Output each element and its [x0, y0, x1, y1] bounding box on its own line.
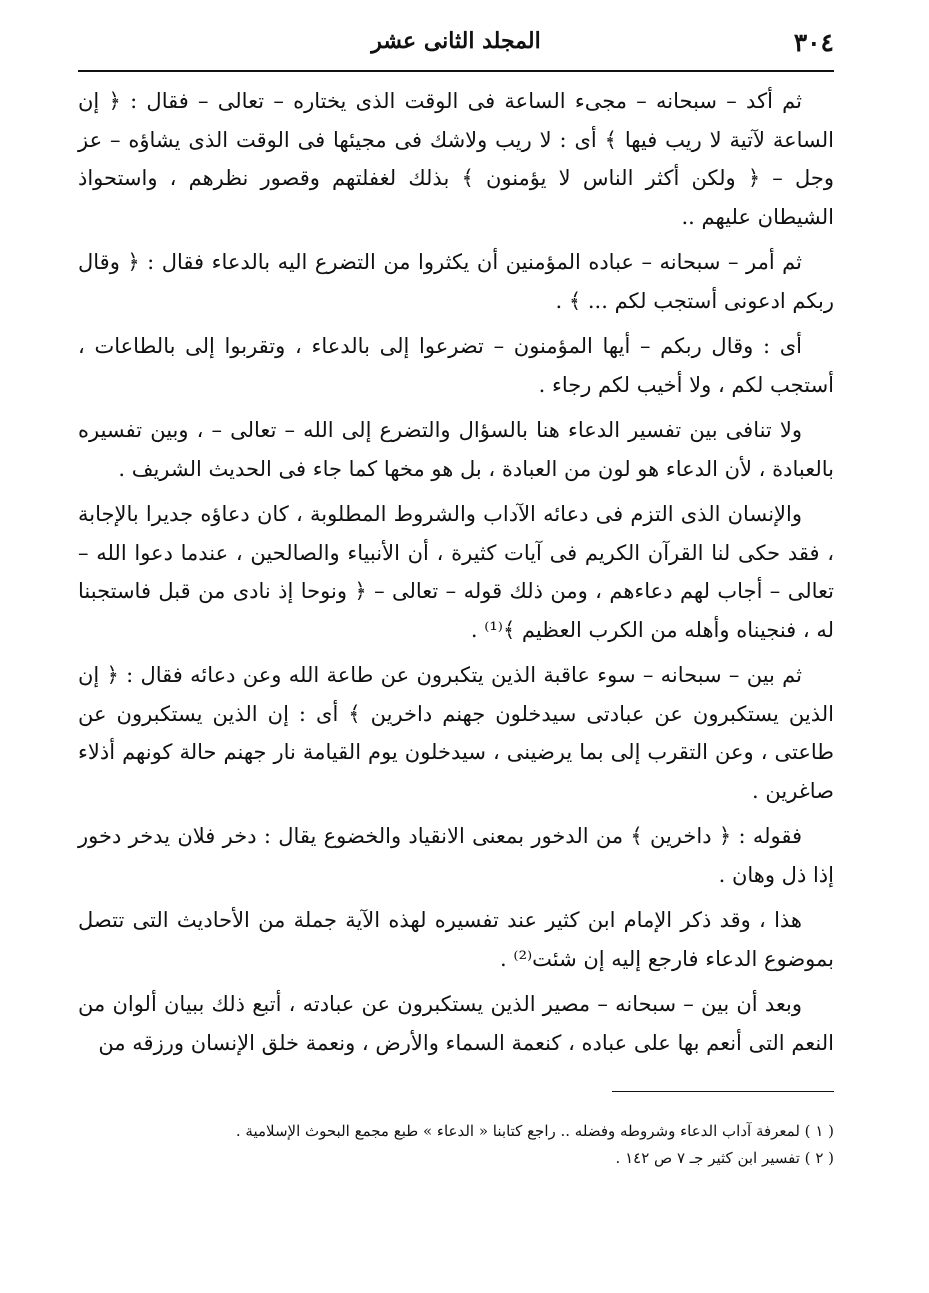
page-number: ٣٠٤ [793, 28, 834, 57]
header-rule [78, 70, 834, 72]
footnotes [78, 1118, 834, 1172]
paragraph: ثم أمر – سبحانه – عباده المؤمنين أن يكثروا من التضرع اليه بالدعاء فقال : ﴿ وقال ربكم ادعونى أستجب لكم ... ﴾ . [78, 250, 834, 313]
paragraph: ثم بين – سبحانه – سوء عاقبة الذين يتكبرون عن طاعة الله وعن دعائه فقال : ﴿ إن الذين يستكبرون عن عبادتى سيدخلون جهنم داخرين ﴾ أى : إن الذين يستكبرون عن طاعتى ، وعن التقرب إلى بما يرضينى ، سيدخلون يوم القيامة نار جهنم حالة كونهم أذلاء صاغرين . [78, 663, 834, 803]
footnote: ( ١ ) لمعرفة آداب الدعاء وشروطه وفضله .. راجع كتابنا « الدعاء » طبع مجمع البحوث الإسلامية . [235, 1122, 834, 1140]
page-header [78, 22, 834, 68]
paragraph: وبعد أن بين – سبحانه – مصير الذين يستكبرون عن عبادته ، أتبع ذلك ببيان ألوان من النعم التى أنعم بها على عباده ، كنعمة السماء والأرض ، ونعمة خلق الإنسان ورزقه من [78, 992, 834, 1055]
paragraph: أى : وقال ربكم – أيها المؤمنون – تضرعوا إلى بالدعاء ، وتقربوا إلى بالطاعات ، أستجب لكم ، ولا أخيب لكم رجاء . [78, 334, 834, 397]
footnote: ( ٢ ) تفسير ابن كثير جـ ٧ ص ١٤٢ . [615, 1149, 834, 1167]
running-title: المجلد الثانى عشر [371, 28, 541, 54]
paragraph: هذا ، وقد ذكر الإمام ابن كثير عند تفسيره لهذه الآية جملة من الأحاديث التى تتصل بموضوع الدعاء فارجع إليه إن شئت⁽²⁾ . [78, 908, 834, 971]
paragraph: ثم أكد – سبحانه – مجىء الساعة فى الوقت الذى يختاره – تعالى – فقال : ﴿ إن الساعة لآتية لا ريب فيها ﴾ أى : لا ريب ولاشك فى مجيئها فى الوقت الذى يشاؤه – عز وجل – ﴿ ولكن أكثر الناس لا يؤمنون ﴾ بذلك لغفلتهم وقصور نظرهم ، واستحواذ الشيطان عليهم .. [78, 89, 834, 229]
paragraph: ولا تنافى بين تفسير الدعاء هنا بالسؤال والتضرع إلى الله – تعالى – ، وبين تفسيره بالعبادة ، لأن الدعاء هو لون من العبادة ، بل هو مخها كما جاء فى الحديث الشريف . [78, 418, 834, 481]
footnote-separator [612, 1091, 834, 1092]
paragraph: فقوله : ﴿ داخرين ﴾ من الدخور بمعنى الانقياد والخضوع يقال : دخر فلان يدخر دخور إذا ذل وهان . [78, 824, 834, 887]
paragraph: والإنسان الذى التزم فى دعائه الآداب والشروط المطلوبة ، كان دعاؤه جديرا بالإجابة ، فقد حكى لنا القرآن الكريم فى آيات كثيرة ، أن الأنبياء والصالحين ، عندما دعوا الله – تعالى – أجاب لهم دعاءهم ، ومن ذلك قوله – تعالى – ﴿ ونوحا إذ نادى من قبل فاستجبنا له ، فنجيناه وأهله من الكرب العظيم ﴾⁽¹⁾ . [78, 502, 834, 642]
body-text [78, 82, 834, 1069]
